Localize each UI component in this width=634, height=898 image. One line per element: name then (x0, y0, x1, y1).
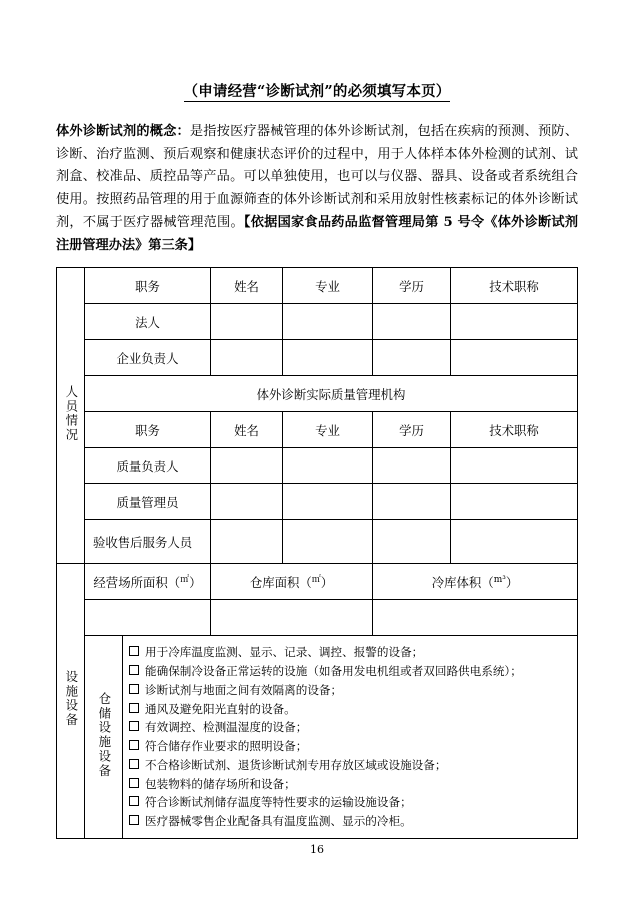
cell-input[interactable] (373, 340, 451, 376)
cell-input[interactable] (451, 340, 578, 376)
header-coldstore-volume: 冷库体积（$^{m^3}$） (373, 564, 578, 600)
table-row (57, 484, 578, 520)
page-title (56, 80, 578, 101)
header-major-2: 专业 (283, 412, 373, 448)
row-label-legal-person: 法人 (85, 304, 211, 340)
storage-equipment-checklist (123, 636, 578, 839)
header-warehouse-area: 仓库面积（㎡） (211, 564, 373, 600)
checkbox-icon[interactable] (129, 665, 139, 675)
cell-input[interactable] (211, 340, 283, 376)
header-position: 职务 (85, 268, 211, 304)
header-business-area: 经营场所面积（㎡） (85, 564, 211, 600)
checkbox-icon[interactable] (129, 646, 139, 656)
checkbox-icon[interactable] (129, 703, 139, 713)
quality-management-org-title: 体外诊断实际质量管理机构 (85, 376, 578, 412)
checklist-item[interactable]: 符合储存作业要求的照明设备； (129, 737, 571, 756)
table-row (57, 340, 578, 376)
checklist-item[interactable]: 诊断试剂与地面之间有效隔离的设备； (129, 681, 571, 700)
checkbox-icon[interactable] (129, 815, 139, 825)
application-table (56, 267, 578, 839)
page-number: 16 (310, 843, 324, 856)
header-education: 学历 (373, 268, 451, 304)
page-title-text: （申请经营“诊断试剂”的必须填写本页） (183, 83, 451, 100)
cell-input[interactable] (211, 484, 283, 520)
cell-input[interactable] (373, 520, 451, 564)
cell-input[interactable] (451, 484, 578, 520)
cell-input[interactable] (283, 448, 373, 484)
header-education-2: 学历 (373, 412, 451, 448)
checklist-item[interactable]: 符合诊断试剂储存温度等特性要求的运输设施设备； (129, 793, 571, 812)
cell-coldstore-volume-value[interactable] (373, 600, 578, 636)
cell-input[interactable] (373, 448, 451, 484)
intro-paragraph (56, 121, 578, 257)
checkbox-icon[interactable] (129, 684, 139, 694)
header-position-2: 职务 (85, 412, 211, 448)
intro-body: 是指按医疗器械管理的体外诊断试剂，包括在疾病的预测、预防、诊断、治疗监测、预后观察和健康状态评价的过程中，用于人体样本体外检测的试剂、试剂盒、校准品、质控品等产品。可以单独使用，也可以与仪器、器具、设备或者系统组合使用。按照药品管理的用于血源筛查的体外诊断试剂和采用放射性核素标记的体外诊断试剂，不属于医疗器械管理范围。 (56, 124, 579, 230)
table-row (57, 304, 578, 340)
row-label-acceptance-service: 验收售后服务人员 (85, 520, 211, 564)
checkbox-icon[interactable] (129, 721, 139, 731)
cell-input[interactable] (373, 304, 451, 340)
checkbox-icon[interactable] (129, 740, 139, 750)
checklist-item[interactable]: 有效调控、检测温湿度的设备； (129, 718, 571, 737)
table-row (57, 520, 578, 564)
header-major: 专业 (283, 268, 373, 304)
checkbox-icon[interactable] (129, 778, 139, 788)
cell-warehouse-area-value[interactable] (211, 600, 373, 636)
cell-input[interactable] (451, 304, 578, 340)
cell-input[interactable] (211, 520, 283, 564)
section-label-personnel: 人员情况 (57, 268, 85, 564)
cell-input[interactable] (283, 484, 373, 520)
row-label-quality-head: 质量负责人 (85, 448, 211, 484)
header-name: 姓名 (211, 268, 283, 304)
checklist-item[interactable]: 包装物料的储存场所和设备； (129, 775, 571, 794)
section-label-facility: 设施设备 (57, 564, 85, 839)
row-label-enterprise-head: 企业负责人 (85, 340, 211, 376)
table-row (57, 376, 578, 412)
intro-reference: 【依据国家食品药品监督管理局第 5 号令《体外诊断试剂注册管理办法》第三条】 (56, 214, 579, 253)
cell-input[interactable] (451, 448, 578, 484)
table-row (57, 564, 578, 600)
row-label-quality-manager: 质量管理员 (85, 484, 211, 520)
cell-input[interactable] (451, 520, 578, 564)
checklist-item[interactable]: 用于冷库温度监测、显示、记录、调控、报警的设备； (129, 643, 571, 662)
cell-input[interactable] (283, 304, 373, 340)
section-label-storage: 仓储设施设备 (85, 636, 123, 839)
cell-business-area-value[interactable] (85, 600, 211, 636)
header-title-2: 技术职称 (451, 412, 578, 448)
table-row (57, 268, 578, 304)
checklist-item[interactable]: 医疗器械零售企业配备具有温度监测、显示的冷柜。 (129, 812, 571, 831)
checkbox-icon[interactable] (129, 796, 139, 806)
table-row (57, 412, 578, 448)
cell-input[interactable] (283, 340, 373, 376)
checklist-item[interactable]: 通风及避免阳光直射的设备。 (129, 700, 571, 719)
cell-input[interactable] (211, 304, 283, 340)
header-name-2: 姓名 (211, 412, 283, 448)
table-row (57, 600, 578, 636)
intro-label: 体外诊断试剂的概念： (56, 124, 190, 139)
checkbox-icon[interactable] (129, 759, 139, 769)
header-title: 技术职称 (451, 268, 578, 304)
cell-input[interactable] (373, 484, 451, 520)
table-row (57, 448, 578, 484)
checklist-item[interactable]: 不合格诊断试剂、退货诊断试剂专用存放区域或设施设备； (129, 756, 571, 775)
cell-input[interactable] (283, 520, 373, 564)
checklist-item[interactable]: 能确保制冷设备正常运转的设施（如备用发电机组或者双回路供电系统）； (129, 662, 571, 681)
cell-input[interactable] (211, 448, 283, 484)
